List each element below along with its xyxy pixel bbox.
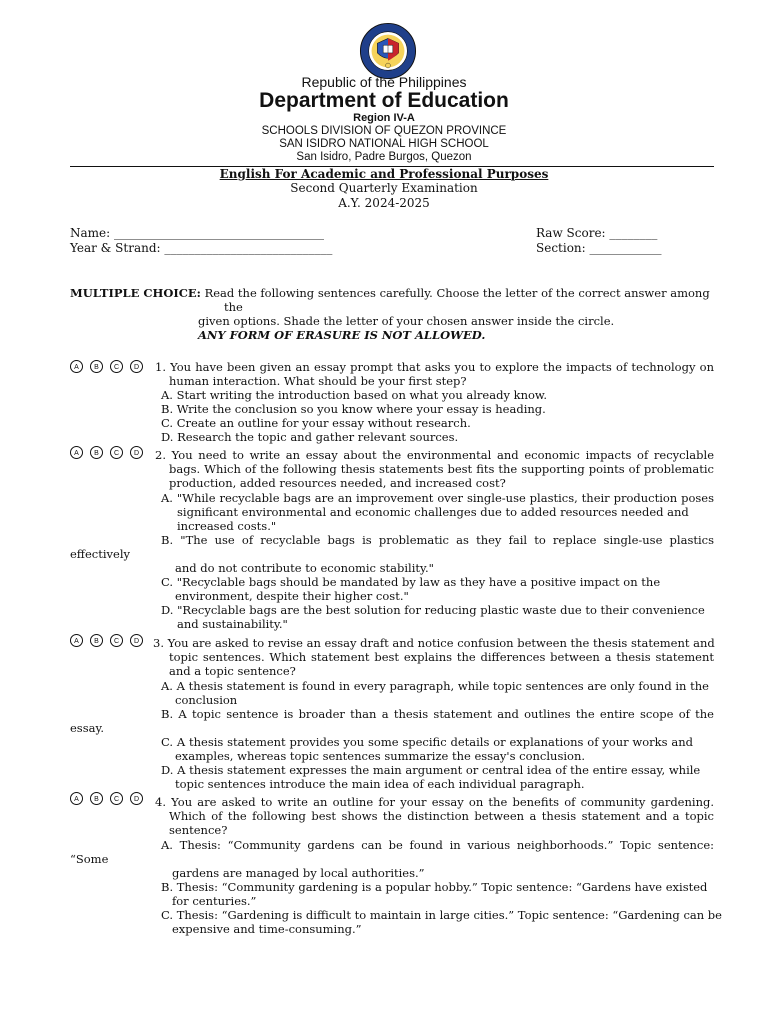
bubble-b[interactable]: B: [90, 446, 103, 459]
q3-stem-2: topic sentences. Which statement best explains the differences between a thesis statement: [169, 650, 714, 664]
q2-option-b: B. "The use of recyclable bags is problematic as they fail to replace single-use plastics: [161, 533, 714, 547]
q3-stem-3: and a topic sentence?: [169, 664, 296, 678]
bubble-d[interactable]: D: [130, 792, 143, 805]
q2-option-c-2: environment, despite their higher cost.": [175, 589, 409, 603]
q2-stem-3: production, added resources needed, and increased cost?: [169, 476, 506, 490]
bubble-a[interactable]: A: [70, 446, 83, 459]
section-field[interactable]: Section: ____________: [536, 241, 662, 255]
q4-option-c-2: expensive and time-consuming.”: [172, 922, 362, 936]
instructions-label: MULTIPLE CHOICE:: [70, 286, 201, 300]
q3-option-a: A. A thesis statement is found in every paragraph, while topic sentences are only found in the: [161, 679, 709, 693]
q4-option-a-2: gardens are managed by local authorities.”: [172, 866, 425, 880]
republic-line: Republic of the Philippines: [301, 74, 467, 90]
bubble-a[interactable]: A: [70, 634, 83, 647]
bubble-b[interactable]: B: [90, 360, 103, 373]
region-line: Region IV-A: [353, 112, 415, 124]
q3-option-b: B. A topic sentence is broader than a thesis statement and outlines the entire scope of the: [161, 707, 714, 721]
answer-bubbles-q2[interactable]: [70, 446, 152, 460]
q3-option-c: C. A thesis statement provides you some specific details or explanations of your works and: [161, 735, 693, 749]
deped-seal-icon: [359, 22, 417, 80]
school-name: SAN ISIDRO NATIONAL HIGH SCHOOL: [279, 138, 489, 150]
q3-option-d-2: topic sentences introduce the main idea of each individual paragraph.: [175, 777, 585, 791]
q4-option-b: B. Thesis: “Community gardening is a popular hobby.” Topic sentence: “Gardens have existed: [161, 880, 708, 894]
bubble-c[interactable]: C: [110, 360, 123, 373]
instructions: [70, 286, 714, 300]
erasure-warning: ANY FORM OF ERASURE IS NOT ALLOWED.: [198, 328, 486, 342]
q2-option-d: D. "Recyclable bags are the best solution for reducing plastic waste due to their convenience: [161, 603, 705, 617]
instructions-line2: given options. Shade the letter of your chosen answer inside the circle.: [198, 314, 615, 328]
q2-option-b-2: and do not contribute to economic stability.": [175, 561, 434, 575]
q2-option-b-wrap: effectively: [70, 547, 130, 561]
answer-bubbles-q1[interactable]: [70, 360, 152, 374]
raw-score-field[interactable]: Raw Score: ________: [536, 226, 658, 240]
school-address: San Isidro, Padre Burgos, Quezon: [296, 151, 472, 163]
division-line: SCHOOLS DIVISION OF QUEZON PROVINCE: [261, 125, 507, 137]
q2-stem-2: bags. Which of the following thesis statements best fits the supporting points of problematic: [169, 462, 714, 476]
bubble-d[interactable]: D: [130, 360, 143, 373]
q2-option-a-3: increased costs.": [177, 519, 277, 533]
q3-option-d: D. A thesis statement expresses the main argument or central idea of the entire essay, while: [161, 763, 701, 777]
q4-option-b-2: for centuries.”: [172, 894, 257, 908]
q3-option-c-2: examples, whereas topic sentences summarize the essay's conclusion.: [175, 749, 586, 763]
q4-stem-3: sentence?: [169, 823, 228, 837]
bubble-a[interactable]: A: [70, 360, 83, 373]
bubble-d[interactable]: D: [130, 634, 143, 647]
q3-stem: 3. You are asked to revise an essay draft and notice confusion between the thesis statement and: [153, 636, 715, 650]
bubble-d[interactable]: D: [130, 446, 143, 459]
answer-bubbles-q3[interactable]: [70, 634, 152, 648]
q1-option-c: C. Create an outline for your essay without research.: [161, 416, 471, 430]
q2-option-c: C. "Recyclable bags should be mandated by law as they have a positive impact on the: [161, 575, 661, 589]
exam-title: Second Quarterly Examination: [290, 181, 478, 195]
bubble-b[interactable]: B: [90, 634, 103, 647]
q3-option-a-2: conclusion: [175, 693, 238, 707]
instructions-line1-wrap: the: [224, 300, 243, 314]
q1-option-b: B. Write the conclusion so you know where your essay is heading.: [161, 402, 546, 416]
bubble-c[interactable]: C: [110, 792, 123, 805]
department-title: Department of Education: [259, 89, 509, 112]
q2-option-d-2: and sustainability.": [177, 617, 288, 631]
q4-option-a: A. Thesis: “Community gardens can be found in various neighborhoods.” Topic sentence:: [161, 838, 714, 852]
name-field[interactable]: Name: ___________________________________: [70, 226, 324, 240]
q1-option-d: D. Research the topic and gather relevant sources.: [161, 430, 459, 444]
q2-option-a: A. "While recyclable bags are an improvement over single-use plastics, their production poses: [161, 491, 714, 505]
q4-option-c: C. Thesis: “Gardening is difficult to maintain in large cities.” Topic sentence: “Gardening can be: [161, 908, 722, 922]
q1-stem-2: human interaction. What should be your first step?: [169, 374, 467, 388]
year-strand-field[interactable]: Year & Strand: ____________________________: [70, 241, 333, 255]
subject-title: English For Academic and Professional Purposes: [219, 167, 549, 181]
q3-option-b-wrap: essay.: [70, 721, 105, 735]
q1-stem: 1. You have been given an essay prompt that asks you to explore the impacts of technology on: [155, 360, 714, 374]
bubble-c[interactable]: C: [110, 634, 123, 647]
bubble-c[interactable]: C: [110, 446, 123, 459]
answer-bubbles-q4[interactable]: [70, 792, 152, 806]
q4-stem: 4. You are asked to write an outline for your essay on the benefits of community gardening.: [155, 795, 714, 809]
academic-year: A.Y. 2024-2025: [338, 196, 430, 210]
q2-option-a-2: significant environmental and economic challenges due to added resources needed and: [177, 505, 689, 519]
q2-stem: 2. You need to write an essay about the environmental and economic impacts of recyclable: [155, 448, 714, 462]
q4-stem-2: Which of the following best shows the distinction between a thesis statement and a topic: [169, 809, 714, 823]
bubble-a[interactable]: A: [70, 792, 83, 805]
bubble-b[interactable]: B: [90, 792, 103, 805]
q1-option-a: A. Start writing the introduction based on what you already know.: [161, 388, 548, 402]
instructions-line1: Read the following sentences carefully. Choose the letter of the correct answer among: [204, 286, 710, 300]
q4-option-a-wrap: “Some: [70, 852, 109, 866]
